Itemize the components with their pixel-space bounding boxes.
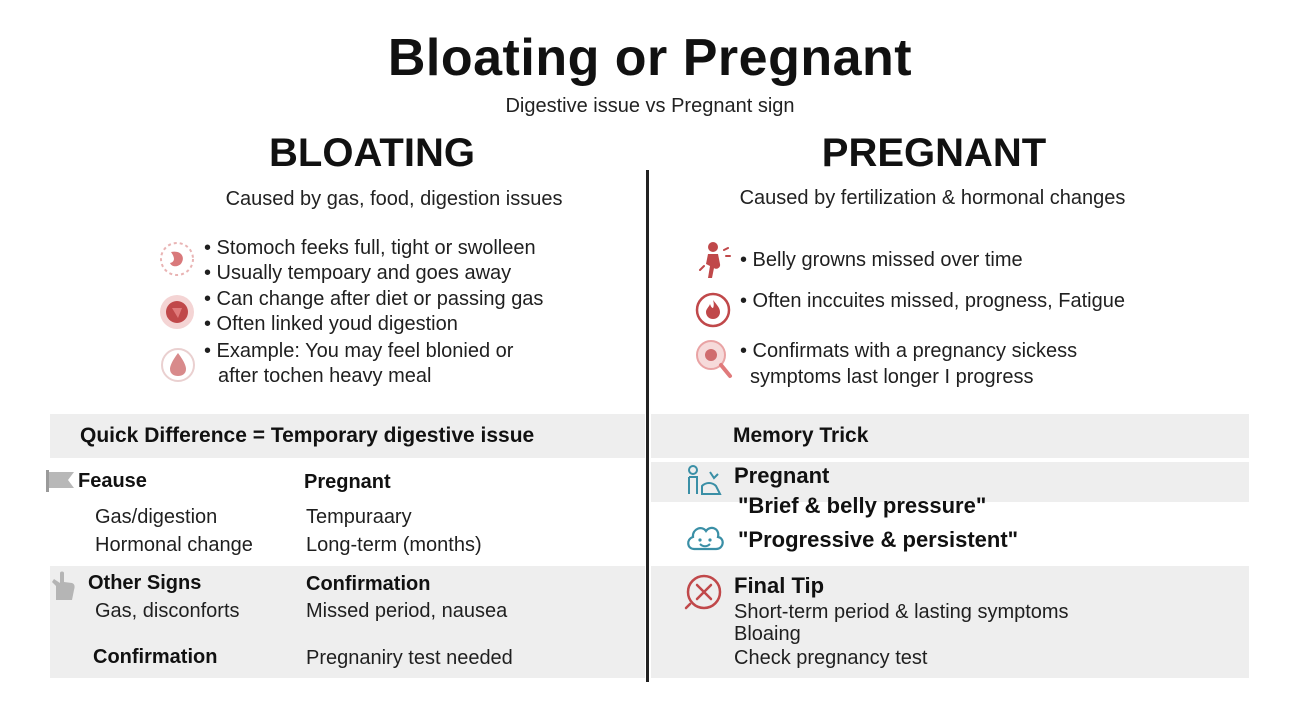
memory-quote-progressive: "Progressive & persistent" xyxy=(738,527,1019,552)
pregnant-bullet: symptoms last longer I progress xyxy=(750,366,1034,388)
other-signs-left: Gas, disconforts xyxy=(95,600,240,622)
virus-search-icon xyxy=(694,338,734,380)
bloating-bullet: • Often linked youd digestion xyxy=(204,313,458,335)
bloating-bullet: • Can change after diet or passing gas xyxy=(204,288,544,310)
bloating-heading: BLOATING xyxy=(269,131,475,175)
flag-icon xyxy=(44,468,78,494)
table-header-right: Pregnant xyxy=(304,471,391,493)
pointing-hand-icon xyxy=(48,570,78,602)
confirmation-header: Confirmation xyxy=(306,573,431,595)
droplet-icon xyxy=(160,345,196,383)
other-signs-right: Missed period, nausea xyxy=(306,600,508,622)
pregnant-woman-icon xyxy=(694,240,732,280)
table-cell: Hormonal change xyxy=(95,534,253,556)
final-tip-line: Bloaing xyxy=(734,623,801,645)
pregnant-description: Caused by fertilization & hormonal changes xyxy=(739,187,1126,209)
cloud-face-icon xyxy=(684,519,726,557)
memory-quote-brief: "Brief & belly pressure" xyxy=(738,493,987,518)
memory-pregnant-label: Pregnant xyxy=(734,463,830,488)
bloating-bullet: • Stomoch feeks full, tight or swolleen xyxy=(204,237,536,259)
stomach-icon xyxy=(158,240,196,278)
alert-circle-icon xyxy=(684,572,724,612)
flame-badge-icon xyxy=(694,291,732,329)
bloating-description: Caused by gas, food, digestion issues xyxy=(225,188,563,210)
table-header-left: Feause xyxy=(78,470,147,492)
stretching-person-icon xyxy=(684,464,724,498)
pregnant-heading: PREGNANT xyxy=(821,131,1047,175)
page-title: Bloating or Pregnant xyxy=(387,29,913,87)
pregnant-bullet: • Belly growns missed over time xyxy=(740,249,1023,271)
column-divider xyxy=(646,170,649,682)
table-cell: Tempuraary xyxy=(306,506,412,528)
pregnant-bullet: • Confirmats with a pregnancy sickess xyxy=(740,340,1078,362)
final-tip-label: Final Tip xyxy=(734,573,825,598)
confirmation-label: Confirmation xyxy=(93,646,218,668)
confirmation-value: Pregnaniry test needed xyxy=(306,647,513,669)
table-cell: Gas/digestion xyxy=(95,506,218,528)
memory-trick-label: Memory Trick xyxy=(733,424,869,447)
final-tip-line: Check pregnancy test xyxy=(734,647,928,669)
quick-difference-label: Quick Difference = Temporary digestive issue xyxy=(80,424,535,447)
page-subtitle: Digestive issue vs Pregnant sign xyxy=(505,95,795,117)
bloating-bullet: • Usually tempoary and goes away xyxy=(204,262,512,284)
bloating-bullet: after tochen heavy meal xyxy=(218,365,432,387)
final-tip-line: Short-term period & lasting symptoms xyxy=(734,601,1069,623)
table-cell: Long-term (months) xyxy=(306,534,482,556)
pregnant-bullet: • Often inccuites missed, progness, Fatigue xyxy=(740,290,1125,312)
bloating-bullet: • Example: You may feel blonied or xyxy=(204,340,514,362)
other-signs-label: Other Signs xyxy=(88,572,202,594)
inflammation-icon xyxy=(158,293,196,331)
